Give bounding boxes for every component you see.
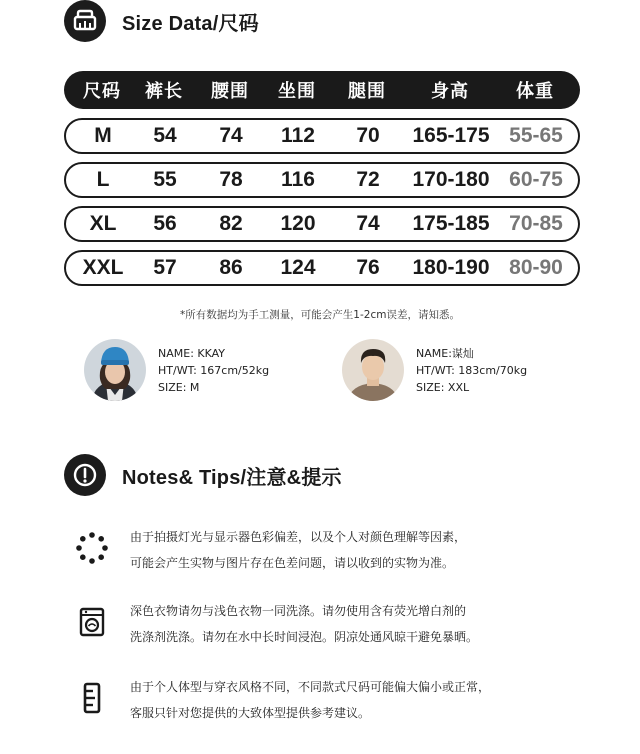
male-model-avatar: [342, 339, 404, 401]
cell-size: M: [94, 124, 112, 147]
tip-text: [130, 598, 478, 650]
tip-line: 由于拍摄灯光与显示器色彩偏差，以及个人对颜色理解等因素，: [130, 530, 467, 544]
female-model-avatar: [84, 339, 146, 401]
header-cell-height: 身高: [431, 81, 469, 102]
header-cell-waist: 腰围: [211, 81, 249, 102]
cell-height: 180-190: [412, 256, 490, 279]
model-size: SIZE: M: [158, 380, 200, 394]
tip-line: 可能会产生实物与图片存在色差问题，请以收到的实物为准。: [130, 556, 455, 570]
tip-color-difference: [74, 530, 467, 570]
model-name: NAME:谋灿: [416, 346, 474, 360]
measurement-note: *所有数据均为手工测量，可能会产生1-2cm误差，请知悉。: [180, 309, 460, 321]
cell-length: 57: [153, 256, 177, 279]
notes-tips-title: Notes& Tips/注意&提示: [122, 466, 342, 489]
cell-size: XXL: [82, 256, 124, 279]
cell-thigh: 70: [356, 124, 380, 147]
tip-line: 深色衣物请勿与浅色衣物一同洗涤。请勿使用含有荧光增白剂的: [130, 604, 467, 618]
cell-waist: 74: [219, 124, 243, 147]
header-cell-thigh: 腿围: [348, 81, 386, 102]
cell-length: 55: [153, 168, 177, 191]
cell-size: L: [96, 168, 110, 191]
cell-weight: 70-85: [509, 212, 563, 235]
table-row-l: [64, 162, 580, 198]
female-model-info: [158, 345, 269, 396]
cell-thigh: 74: [356, 212, 380, 235]
tip-line: 由于个人体型与穿衣风格不同，不同款式尺码可能偏大偏小或正常，: [130, 680, 491, 694]
washing-machine-icon: [74, 604, 110, 640]
cell-hip: 116: [281, 168, 315, 191]
cell-waist: 86: [219, 256, 243, 279]
cell-height: 165-175: [412, 124, 490, 147]
cell-thigh: 76: [356, 256, 380, 279]
cell-hip: 124: [280, 256, 316, 279]
header-cell-length: 裤长: [145, 81, 183, 102]
cell-weight: 55-65: [509, 124, 563, 147]
exclamation-circle-icon: [64, 454, 106, 496]
model-card-female: [84, 339, 269, 401]
cell-height: 170-180: [412, 168, 490, 191]
size-table-header: [64, 71, 580, 109]
cell-length: 54: [153, 124, 177, 147]
male-model-info: [416, 345, 527, 396]
table-row-m: [64, 118, 580, 154]
header-cell-weight: 体重: [516, 81, 554, 102]
model-name: NAME: KKAY: [158, 346, 226, 360]
tip-line: 客服只针对您提供的大致体型提供参考建议。: [130, 706, 371, 720]
size-data-header: [64, 0, 259, 42]
cell-waist: 82: [219, 212, 243, 235]
cell-height: 175-185: [412, 212, 490, 235]
cell-hip: 120: [280, 212, 316, 235]
tip-washing: [74, 604, 479, 644]
table-row-xxl: [64, 250, 580, 286]
dotted-circle-icon: [74, 530, 110, 566]
cell-weight: 80-90: [509, 256, 563, 279]
tip-text: [130, 524, 466, 576]
tip-size-advice: [74, 680, 491, 720]
model-htwt: HT/WT: 167cm/52kg: [158, 363, 270, 377]
model-size: SIZE: XXL: [416, 380, 470, 394]
cell-hip: 112: [281, 124, 315, 147]
model-card-male: [342, 339, 527, 401]
size-ruler-icon: [74, 680, 110, 716]
tip-text: [130, 674, 490, 726]
notes-tips-header: [64, 454, 342, 496]
cell-size: XL: [89, 212, 117, 235]
header-cell-hip: 坐围: [278, 81, 316, 102]
cell-length: 56: [153, 212, 177, 235]
cell-waist: 78: [219, 168, 243, 191]
model-htwt: HT/WT: 183cm/70kg: [416, 363, 528, 377]
size-data-title: Size Data/尺码: [122, 12, 259, 35]
cell-thigh: 72: [356, 168, 380, 191]
table-row-xl: [64, 206, 580, 242]
tip-line: 洗涤剂洗涤。请勿在水中长时间浸泡。阴凉处通风晾干避免暴晒。: [130, 630, 479, 644]
header-cell-size: 尺码: [83, 81, 121, 102]
cell-weight: 60-75: [509, 168, 563, 191]
ruler-box-icon: [64, 0, 106, 42]
